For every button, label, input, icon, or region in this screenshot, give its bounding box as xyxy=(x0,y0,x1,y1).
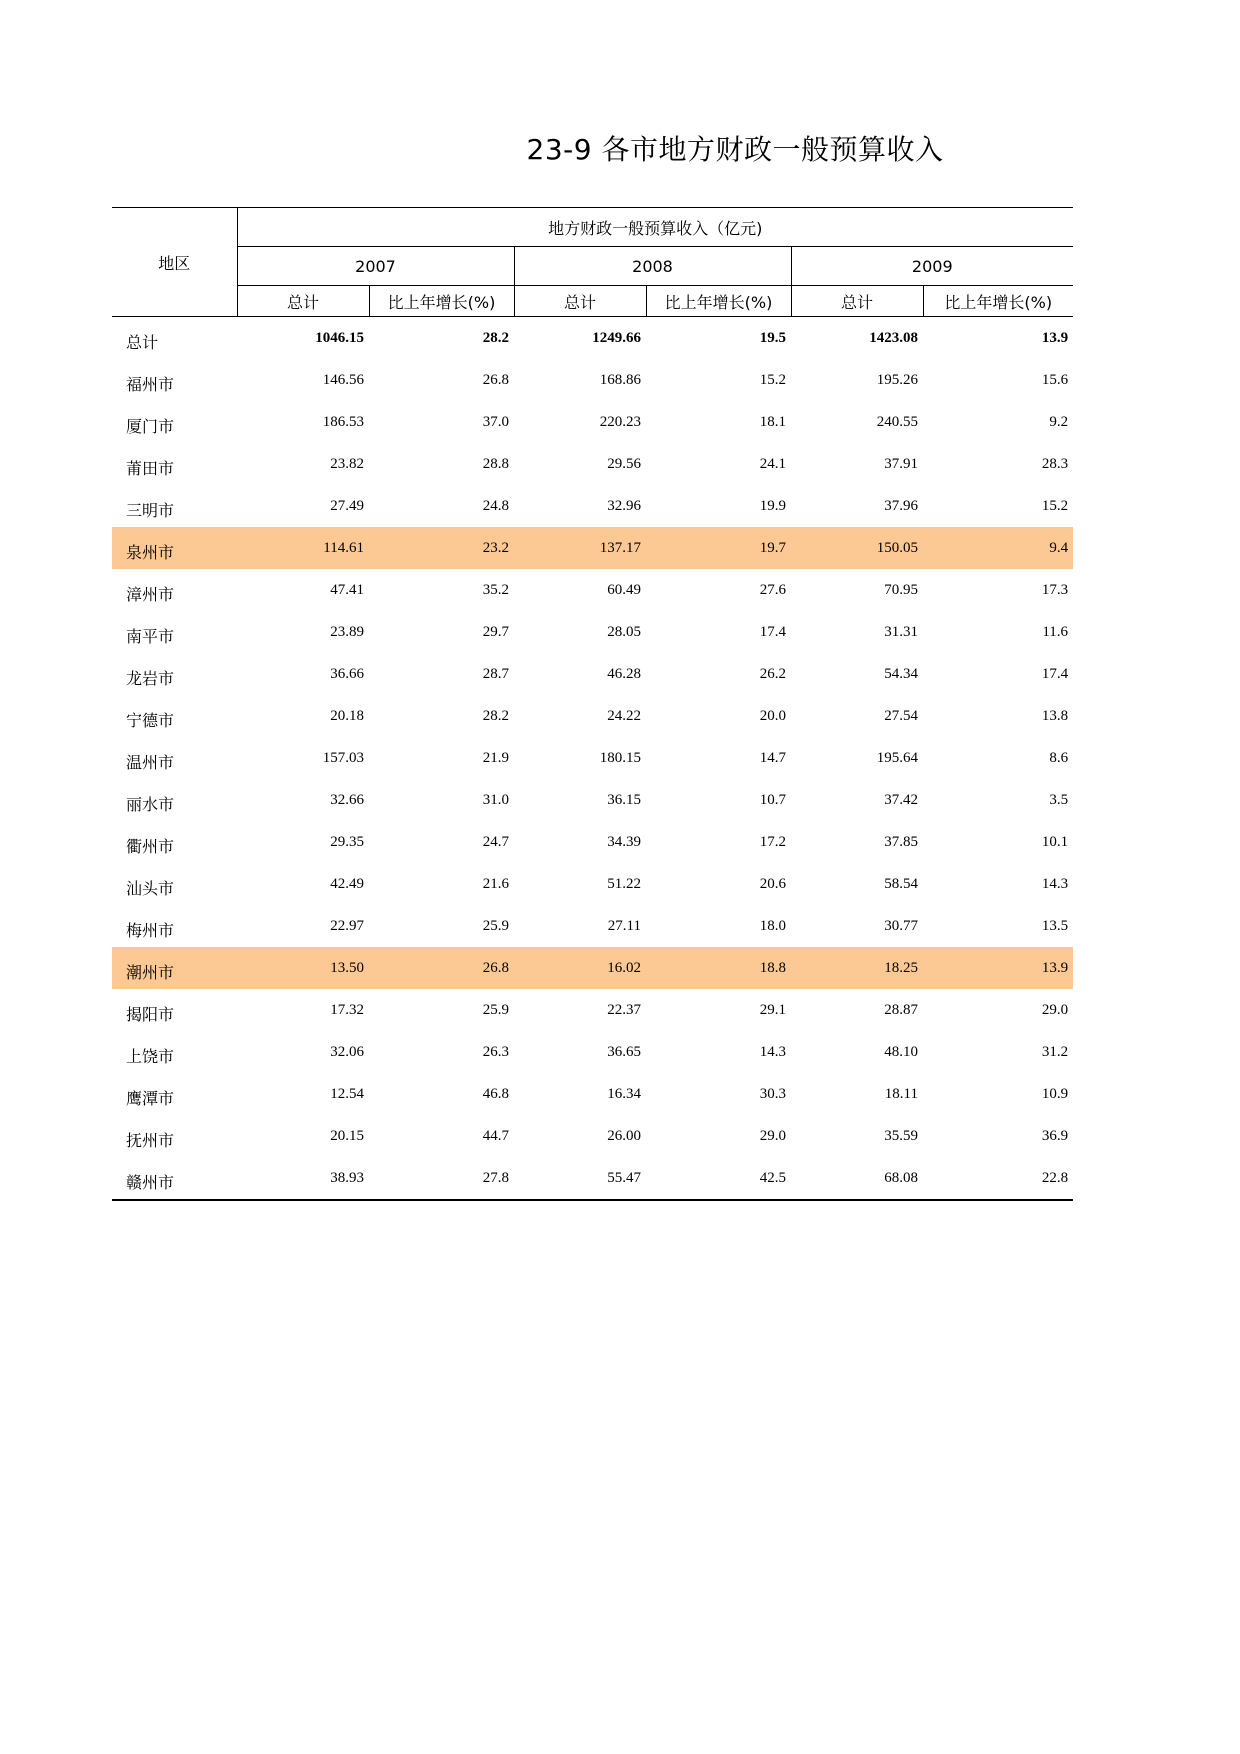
table-row xyxy=(112,1031,1073,1073)
region-cell: 总计 xyxy=(126,332,159,352)
total-value-cell: 31.31 xyxy=(884,623,918,640)
growth-value-cell: 26.8 xyxy=(369,947,514,989)
total-row xyxy=(112,317,1073,360)
total-value-cell: 37.42 xyxy=(884,791,918,808)
total-value-cell: 27.11 xyxy=(607,917,641,934)
growth-value-cell: 23.2 xyxy=(369,527,514,569)
region-cell: 福州市 xyxy=(126,374,175,394)
growth-value-cell: 44.7 xyxy=(482,1127,509,1144)
growth-value-cell: 9.2 xyxy=(1049,413,1069,430)
growth-value-cell: 11.6 xyxy=(1042,623,1069,640)
total-value-cell: 18.11 xyxy=(884,1085,918,1102)
total-value-cell: 36.66 xyxy=(330,665,364,682)
region-cell: 梅州市 xyxy=(126,920,175,940)
year-header-2009: 2009 xyxy=(791,247,1073,286)
growth-value-cell: 28.7 xyxy=(482,665,509,682)
total-value-cell: 220.23 xyxy=(599,413,641,430)
growth-value-cell: 27.8 xyxy=(369,1157,514,1200)
growth-value-cell: 18.0 xyxy=(759,917,786,934)
table-row xyxy=(112,611,1073,653)
table-row xyxy=(112,1073,1073,1115)
table-row xyxy=(112,569,1073,611)
table-row xyxy=(112,1115,1073,1157)
total-value-cell: 150.05 xyxy=(791,527,923,569)
region-cell: 泉州市 xyxy=(112,527,237,569)
growth-value-cell: 26.2 xyxy=(759,665,786,682)
growth-value-cell: 21.9 xyxy=(482,749,509,766)
total-value-cell: 168.86 xyxy=(599,371,641,388)
total-value-cell: 26.00 xyxy=(607,1127,641,1144)
growth-value-cell: 29.0 xyxy=(1041,1001,1069,1018)
total-value-cell: 32.66 xyxy=(330,791,364,808)
growth-value-cell: 3.5 xyxy=(1049,791,1069,808)
growth-value-cell: 18.8 xyxy=(646,947,791,989)
total-value-cell: 35.59 xyxy=(884,1127,918,1144)
growth-value-cell: 10.1 xyxy=(1041,833,1069,850)
revenue-table xyxy=(112,207,1073,1201)
growth-value-cell: 8.6 xyxy=(1049,749,1069,766)
total-value-cell: 13.50 xyxy=(237,947,369,989)
region-cell: 厦门市 xyxy=(126,416,175,436)
total-value-cell: 29.56 xyxy=(607,455,641,472)
table-row xyxy=(112,653,1073,695)
growth-value-cell: 36.9 xyxy=(1041,1127,1069,1144)
growth-value-cell: 46.8 xyxy=(482,1085,509,1102)
region-cell: 龙岩市 xyxy=(126,668,175,688)
table-row xyxy=(112,695,1073,737)
growth-value-cell: 13.9 xyxy=(1041,329,1069,346)
total-value-cell: 137.17 xyxy=(514,527,646,569)
total-value-cell: 32.96 xyxy=(607,497,641,514)
growth-value-cell: 25.9 xyxy=(482,1001,509,1018)
region-cell: 抚州市 xyxy=(126,1130,175,1150)
total-value-cell: 37.91 xyxy=(884,455,918,472)
region-cell: 衢州市 xyxy=(126,836,175,856)
total-value-cell: 58.54 xyxy=(884,875,918,892)
region-cell: 揭阳市 xyxy=(126,1004,175,1024)
total-value-cell: 23.82 xyxy=(330,455,364,472)
region-cell: 宁德市 xyxy=(126,710,175,730)
total-value-cell: 1046.15 xyxy=(315,329,364,346)
table-row xyxy=(112,1157,1073,1200)
growth-value-cell: 13.8 xyxy=(1041,707,1069,724)
total-value-cell: 32.06 xyxy=(330,1043,364,1060)
region-cell: 三明市 xyxy=(126,500,175,520)
table-body xyxy=(112,317,1073,1201)
total-value-cell: 30.77 xyxy=(884,917,918,934)
growth-value-cell: 19.9 xyxy=(759,497,786,514)
total-value-cell: 195.64 xyxy=(876,749,918,766)
region-cell: 潮州市 xyxy=(112,947,237,989)
total-value-cell: 16.02 xyxy=(514,947,646,989)
table-row xyxy=(112,779,1073,821)
total-value-cell: 46.28 xyxy=(607,665,641,682)
growth-value-cell: 17.4 xyxy=(759,623,786,640)
growth-value-cell: 25.9 xyxy=(482,917,509,934)
table-row xyxy=(112,947,1073,989)
region-cell: 漳州市 xyxy=(126,584,175,604)
group-header: 地方财政一般预算收入（亿元) xyxy=(237,208,1073,247)
growth-value-cell: 13.5 xyxy=(1041,917,1069,934)
growth-value-cell: 37.0 xyxy=(482,413,509,430)
total-value-cell: 68.08 xyxy=(791,1157,923,1200)
year-header-2008: 2008 xyxy=(514,247,791,286)
region-cell: 南平市 xyxy=(126,626,175,646)
total-value-cell: 240.55 xyxy=(876,413,918,430)
growth-value-cell: 26.3 xyxy=(482,1043,509,1060)
table-row xyxy=(112,989,1073,1031)
growth-value-cell: 28.2 xyxy=(482,707,509,724)
region-cell: 温州市 xyxy=(126,752,175,772)
growth-value-cell: 29.7 xyxy=(482,623,509,640)
total-value-cell: 146.56 xyxy=(322,371,364,388)
total-value-cell: 28.87 xyxy=(884,1001,918,1018)
growth-value-cell: 19.7 xyxy=(646,527,791,569)
growth-value-cell: 28.3 xyxy=(1041,455,1069,472)
total-value-cell: 20.18 xyxy=(330,707,364,724)
total-value-cell: 47.41 xyxy=(330,581,364,598)
total-value-cell: 28.05 xyxy=(607,623,641,640)
total-value-cell: 23.89 xyxy=(330,623,364,640)
total-value-cell: 12.54 xyxy=(330,1085,364,1102)
table-row xyxy=(112,905,1073,947)
total-value-cell: 22.97 xyxy=(330,917,364,934)
total-value-cell: 27.49 xyxy=(330,497,364,514)
subheader-growth: 比上年增长(%) xyxy=(646,286,791,317)
growth-value-cell: 29.0 xyxy=(759,1127,786,1144)
total-value-cell: 17.32 xyxy=(330,1001,364,1018)
region-cell: 汕头市 xyxy=(126,878,175,898)
growth-value-cell: 17.3 xyxy=(1041,581,1069,598)
total-value-cell: 38.93 xyxy=(237,1157,369,1200)
growth-value-cell: 28.8 xyxy=(482,455,509,472)
subheader-growth: 比上年增长(%) xyxy=(369,286,514,317)
total-value-cell: 42.49 xyxy=(330,875,364,892)
growth-value-cell: 17.2 xyxy=(759,833,786,850)
total-value-cell: 1423.08 xyxy=(869,329,918,346)
region-cell: 鹰潭市 xyxy=(126,1088,175,1108)
total-value-cell: 22.37 xyxy=(607,1001,641,1018)
growth-value-cell: 21.6 xyxy=(482,875,509,892)
total-value-cell: 20.15 xyxy=(330,1127,364,1144)
growth-value-cell: 42.5 xyxy=(646,1157,791,1200)
growth-value-cell: 31.2 xyxy=(1041,1043,1069,1060)
table-row xyxy=(112,443,1073,485)
total-value-cell: 70.95 xyxy=(884,581,918,598)
total-value-cell: 37.96 xyxy=(884,497,918,514)
year-header-2007: 2007 xyxy=(237,247,514,286)
growth-value-cell: 14.3 xyxy=(1041,875,1069,892)
growth-value-cell: 20.6 xyxy=(759,875,786,892)
growth-value-cell: 29.1 xyxy=(759,1001,786,1018)
total-value-cell: 36.15 xyxy=(607,791,641,808)
table-row xyxy=(112,737,1073,779)
table-row xyxy=(112,527,1073,569)
total-value-cell: 1249.66 xyxy=(592,329,641,346)
total-value-cell: 186.53 xyxy=(322,413,364,430)
total-value-cell: 55.47 xyxy=(514,1157,646,1200)
growth-value-cell: 17.4 xyxy=(1041,665,1069,682)
growth-value-cell: 10.7 xyxy=(759,791,786,808)
total-value-cell: 51.22 xyxy=(607,875,641,892)
total-value-cell: 34.39 xyxy=(607,833,641,850)
growth-value-cell: 9.4 xyxy=(923,527,1073,569)
subheader-total: 总计 xyxy=(791,286,923,317)
total-value-cell: 36.65 xyxy=(607,1043,641,1060)
table-row xyxy=(112,821,1073,863)
total-value-cell: 27.54 xyxy=(884,707,918,724)
growth-value-cell: 20.0 xyxy=(759,707,786,724)
total-value-cell: 37.85 xyxy=(884,833,918,850)
growth-value-cell: 14.3 xyxy=(759,1043,786,1060)
growth-value-cell: 19.5 xyxy=(759,329,786,346)
subheader-total: 总计 xyxy=(237,286,369,317)
table-row xyxy=(112,401,1073,443)
total-value-cell: 29.35 xyxy=(330,833,364,850)
region-cell: 赣州市 xyxy=(112,1157,237,1200)
page-title: 23-9 各市地方财政一般预算收入 xyxy=(526,133,944,166)
growth-value-cell: 14.7 xyxy=(759,749,786,766)
subheader-total: 总计 xyxy=(514,286,646,317)
growth-value-cell: 10.9 xyxy=(1041,1085,1069,1102)
growth-value-cell: 24.7 xyxy=(482,833,509,850)
growth-value-cell: 31.0 xyxy=(482,791,509,808)
table-row xyxy=(112,485,1073,527)
growth-value-cell: 24.8 xyxy=(482,497,509,514)
total-value-cell: 180.15 xyxy=(599,749,641,766)
growth-value-cell: 22.8 xyxy=(923,1157,1073,1200)
total-value-cell: 157.03 xyxy=(322,749,364,766)
growth-value-cell: 24.1 xyxy=(759,455,786,472)
growth-value-cell: 27.6 xyxy=(759,581,786,598)
region-cell: 丽水市 xyxy=(126,794,175,814)
table-row xyxy=(112,863,1073,905)
total-value-cell: 16.34 xyxy=(607,1085,641,1102)
growth-value-cell: 15.2 xyxy=(1041,497,1069,514)
growth-value-cell: 18.1 xyxy=(759,413,786,430)
growth-value-cell: 26.8 xyxy=(482,371,509,388)
total-value-cell: 114.61 xyxy=(237,527,369,569)
total-value-cell: 48.10 xyxy=(884,1043,918,1060)
total-value-cell: 60.49 xyxy=(607,581,641,598)
subheader-growth: 比上年增长(%) xyxy=(923,286,1073,317)
growth-value-cell: 30.3 xyxy=(759,1085,786,1102)
region-cell: 莆田市 xyxy=(126,458,175,478)
total-value-cell: 54.34 xyxy=(884,665,918,682)
region-cell: 上饶市 xyxy=(126,1046,175,1066)
total-value-cell: 24.22 xyxy=(607,707,641,724)
growth-value-cell: 13.9 xyxy=(923,947,1073,989)
growth-value-cell: 15.2 xyxy=(759,371,786,388)
region-header: 地区 xyxy=(112,208,237,317)
growth-value-cell: 35.2 xyxy=(482,581,509,598)
growth-value-cell: 15.6 xyxy=(1041,371,1069,388)
growth-value-cell: 28.2 xyxy=(482,329,509,346)
table-row xyxy=(112,359,1073,401)
total-value-cell: 18.25 xyxy=(791,947,923,989)
total-value-cell: 195.26 xyxy=(876,371,918,388)
